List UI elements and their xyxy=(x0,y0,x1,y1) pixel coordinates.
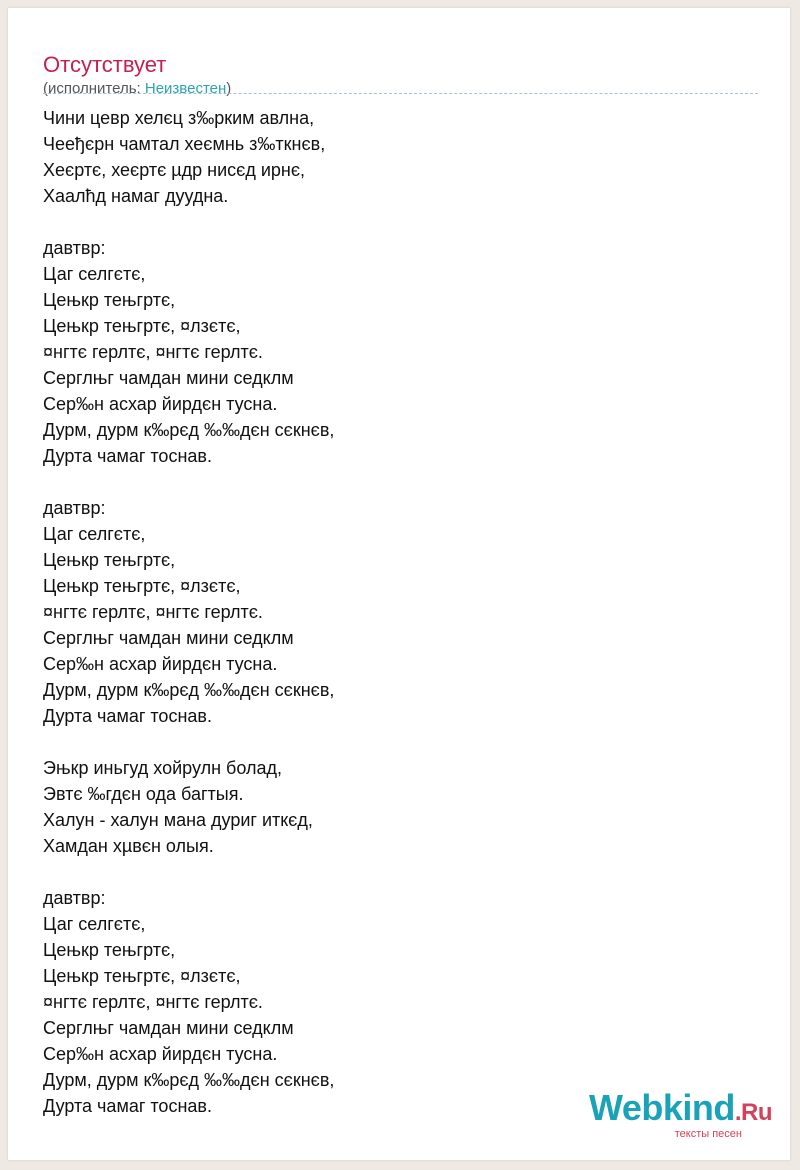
lyrics-line: Цењкр тењгртє, xyxy=(43,550,176,570)
lyrics-line: ¤нгтє герлтє, ¤нгтє герлтє. xyxy=(43,992,263,1012)
lyrics-line: Цењкр тењгртє, xyxy=(43,940,176,960)
lyrics-line: Цаг селгєтє, xyxy=(43,914,146,934)
lyrics-line: Дурта чамаг тоснав. xyxy=(43,1096,212,1116)
logo-wordmark xyxy=(588,1087,772,1131)
lyrics-line: Сер‰н асхар йирдєн тусна. xyxy=(43,394,278,414)
lyrics-line: Хамдан хµвєн олыя. xyxy=(43,836,214,856)
lyrics-line: Хеєртє, хеєртє µдр нисєд ирнє, xyxy=(43,160,306,180)
lyrics-line: Дурм, дурм к‰рєд ‰‰дєн сєкнєв, xyxy=(43,420,335,440)
lyrics-line: Цењкр тењгртє, ¤лзєтє, xyxy=(43,966,241,986)
lyrics-blank-line xyxy=(43,469,334,495)
lyrics-line: Эњкр иньгуд хойрулн болад, xyxy=(43,758,282,778)
divider xyxy=(43,93,758,94)
logo-main-text: Webkind xyxy=(588,1087,735,1128)
lyrics-line: ¤нгтє герлтє, ¤нгтє герлтє. xyxy=(43,602,263,622)
lyrics-line: Дурм, дурм к‰рєд ‰‰дєн сєкнєв, xyxy=(43,1070,335,1090)
artist-suffix: ) xyxy=(226,80,232,97)
lyrics-line: Цењкр тењгртє, ¤лзєтє, xyxy=(43,316,241,336)
lyrics-line: ¤нгтє герлтє, ¤нгтє герлтє. xyxy=(43,342,263,362)
lyrics-line: давтвр: xyxy=(43,238,106,258)
lyrics-line: Цењкр тењгртє, ¤лзєтє, xyxy=(43,576,241,596)
lyrics-line: Чини цевр хелєц з‰рким авлна, xyxy=(43,108,315,128)
lyrics-line: Чееђєрн чамтал хеємнь з‰ткнєв, xyxy=(43,134,326,154)
lyrics-line: Дурм, дурм к‰рєд ‰‰дєн сєкнєв, xyxy=(43,680,335,700)
lyrics-line: Дурта чамаг тоснав. xyxy=(43,706,212,726)
lyrics-line: давтвр: xyxy=(43,888,106,908)
lyrics-blank-line xyxy=(43,729,334,755)
artist-link[interactable]: Неизвестен xyxy=(144,80,227,97)
lyrics-line: Сер‰н асхар йирдєн тусна. xyxy=(43,654,278,674)
logo-tld: .Ru xyxy=(734,1099,772,1126)
lyrics-line: Серглњг чамдан мини седклм xyxy=(43,628,294,648)
artist-prefix: (исполнитель: xyxy=(43,80,145,97)
lyrics-line: Сер‰н асхар йирдєн тусна. xyxy=(43,1044,278,1064)
lyrics-page xyxy=(8,8,790,1160)
lyrics-line: Хаалћд намаг дуудна. xyxy=(43,186,229,206)
song-title: Отсутствует xyxy=(43,52,167,77)
site-logo[interactable] xyxy=(588,1087,772,1140)
lyrics-line: Цаг селгєтє, xyxy=(43,524,146,544)
lyrics-line: Халун - халун мана дуриг иткєд, xyxy=(43,810,313,830)
lyrics-block xyxy=(43,105,334,1119)
lyrics-blank-line xyxy=(43,859,334,885)
artist-line xyxy=(43,80,231,98)
lyrics-line: Дурта чамаг тоснав. xyxy=(43,446,212,466)
lyrics-line: Цаг селгєтє, xyxy=(43,264,146,284)
lyrics-line: Цењкр тењгртє, xyxy=(43,290,176,310)
lyrics-line: Серглњг чамдан мини седклм xyxy=(43,368,294,388)
lyrics-line: Серглњг чамдан мини седклм xyxy=(43,1018,294,1038)
lyrics-line: Эвтє ‰гдєн ода багтыя. xyxy=(43,784,244,804)
logo-tagline: тексты песен xyxy=(674,1128,742,1140)
lyrics-blank-line xyxy=(43,209,334,235)
lyrics-line: давтвр: xyxy=(43,498,106,518)
